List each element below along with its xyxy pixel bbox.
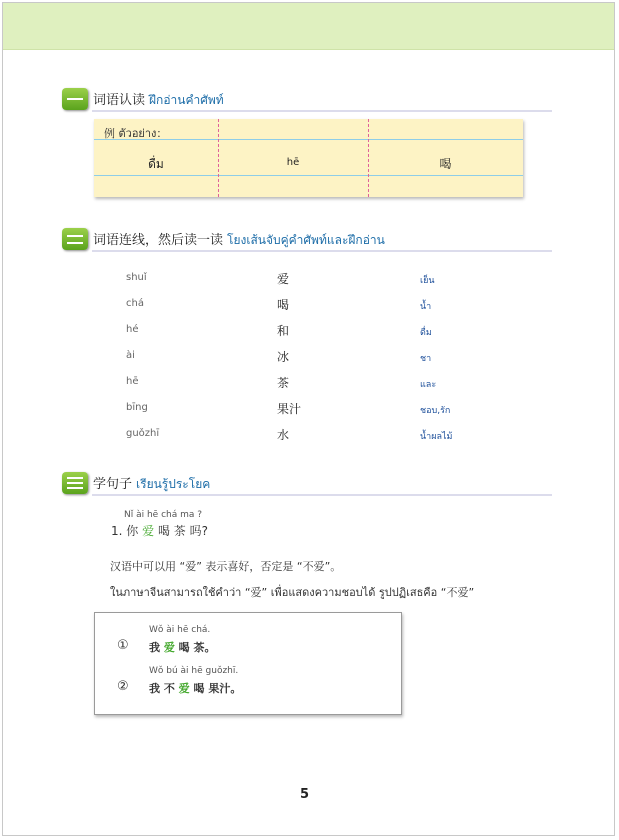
- hanzi-item: 爱: [277, 272, 290, 286]
- example-2-sentence: [149, 680, 241, 696]
- example-card: [94, 119, 523, 197]
- example-2-part-b: 喝 果汁。: [189, 682, 242, 695]
- pinyin-item: hē: [126, 376, 139, 387]
- thai-item: ดื่ม: [420, 328, 432, 338]
- section-3-badge: [62, 472, 88, 494]
- section-1-underline: [92, 110, 552, 112]
- sentence-pinyin: Nǐ ài hē chá ma ?: [124, 510, 203, 520]
- hanzi-item: 茶: [277, 376, 290, 390]
- hanzi-item: 和: [277, 324, 290, 338]
- hanzi-item: 果汁: [277, 402, 302, 416]
- example-2-pinyin: Wǒ bú ài hē guǒzhī.: [149, 666, 239, 676]
- note-chinese: 汉语中可以用 “爱” 表示喜好，否定是 “不爱”。: [110, 560, 342, 573]
- section-2-title: [93, 229, 385, 250]
- pinyin-item: chá: [126, 298, 144, 309]
- sentence-highlight: 爱: [142, 524, 155, 538]
- example-1-pinyin: Wǒ ài hē chá.: [149, 625, 211, 635]
- example-2-part-a: 我 不: [149, 682, 179, 695]
- section-3-underline: [92, 494, 552, 496]
- example-1-highlight: 爱: [163, 641, 175, 654]
- example-1-part-a: 我: [149, 641, 164, 654]
- section-3-title-zh: 学句子: [93, 477, 133, 492]
- section-3-title: [93, 473, 210, 494]
- example-2-marker: ②: [117, 679, 129, 694]
- pinyin-item: bīng: [126, 402, 148, 413]
- section-3-title-th: เรียนรู้ประโยค: [136, 477, 211, 491]
- section-2-badge: [62, 228, 88, 250]
- section-2-header: [62, 228, 552, 252]
- sentence-part-b: 喝 茶 吗?: [154, 524, 208, 538]
- example-2-highlight: 爱: [178, 682, 190, 695]
- sentence-number: 1.: [111, 524, 123, 538]
- pinyin-item: shuǐ: [126, 272, 147, 283]
- sentence-part-a: 你: [126, 524, 143, 538]
- example-1-marker: ①: [117, 638, 129, 653]
- example-1-sentence: [149, 639, 216, 655]
- example-1-part-b: 喝 茶。: [174, 641, 216, 654]
- section-2-title-zh: 词语连线，然后读一读: [93, 233, 224, 248]
- pinyin-item: ài: [126, 350, 135, 361]
- section-1-title-th: ฝึกอ่านคำศัพท์: [149, 93, 224, 107]
- example-pinyin: hē: [286, 157, 300, 168]
- example-hanzi: 喝: [439, 157, 452, 171]
- sentence-1: [111, 522, 208, 539]
- section-1-badge: [62, 88, 88, 110]
- note-thai: ในภาษาจีนสามารถใช้คำว่า “爱” เพื่อแสดงความชอบได้ รูปปฏิเสธคือ “不爱”: [110, 586, 475, 599]
- example-label: 例 ตัวอย่าง：: [104, 127, 168, 140]
- hanzi-item: 喝: [277, 298, 290, 312]
- pinyin-item: guǒzhī: [126, 428, 160, 439]
- hanzi-item: 水: [277, 428, 290, 442]
- thai-item: น้ำผลไม้: [420, 432, 453, 442]
- pinyin-item: hé: [126, 324, 139, 335]
- thai-item: เย็น: [420, 276, 435, 286]
- page-number: 5: [300, 787, 310, 802]
- hanzi-item: 冰: [277, 350, 290, 364]
- section-2-underline: [92, 250, 552, 252]
- section-2-title-th: โยงเส้นจับคู่คำศัพท์และฝึกอ่าน: [227, 233, 385, 247]
- thai-item: น้ำ: [420, 302, 432, 312]
- section-1-title: [93, 89, 224, 110]
- section-1-header: [62, 88, 552, 112]
- thai-item: และ: [420, 380, 437, 390]
- top-banner: [3, 3, 614, 50]
- thai-item: ชา: [420, 354, 432, 364]
- thai-item: ชอบ,รัก: [420, 406, 451, 416]
- example-thai: ดื่ม: [148, 157, 164, 171]
- example-sentences-box: [94, 612, 402, 715]
- section-1-title-zh: 词语认读: [93, 93, 146, 108]
- section-3-header: [62, 472, 552, 496]
